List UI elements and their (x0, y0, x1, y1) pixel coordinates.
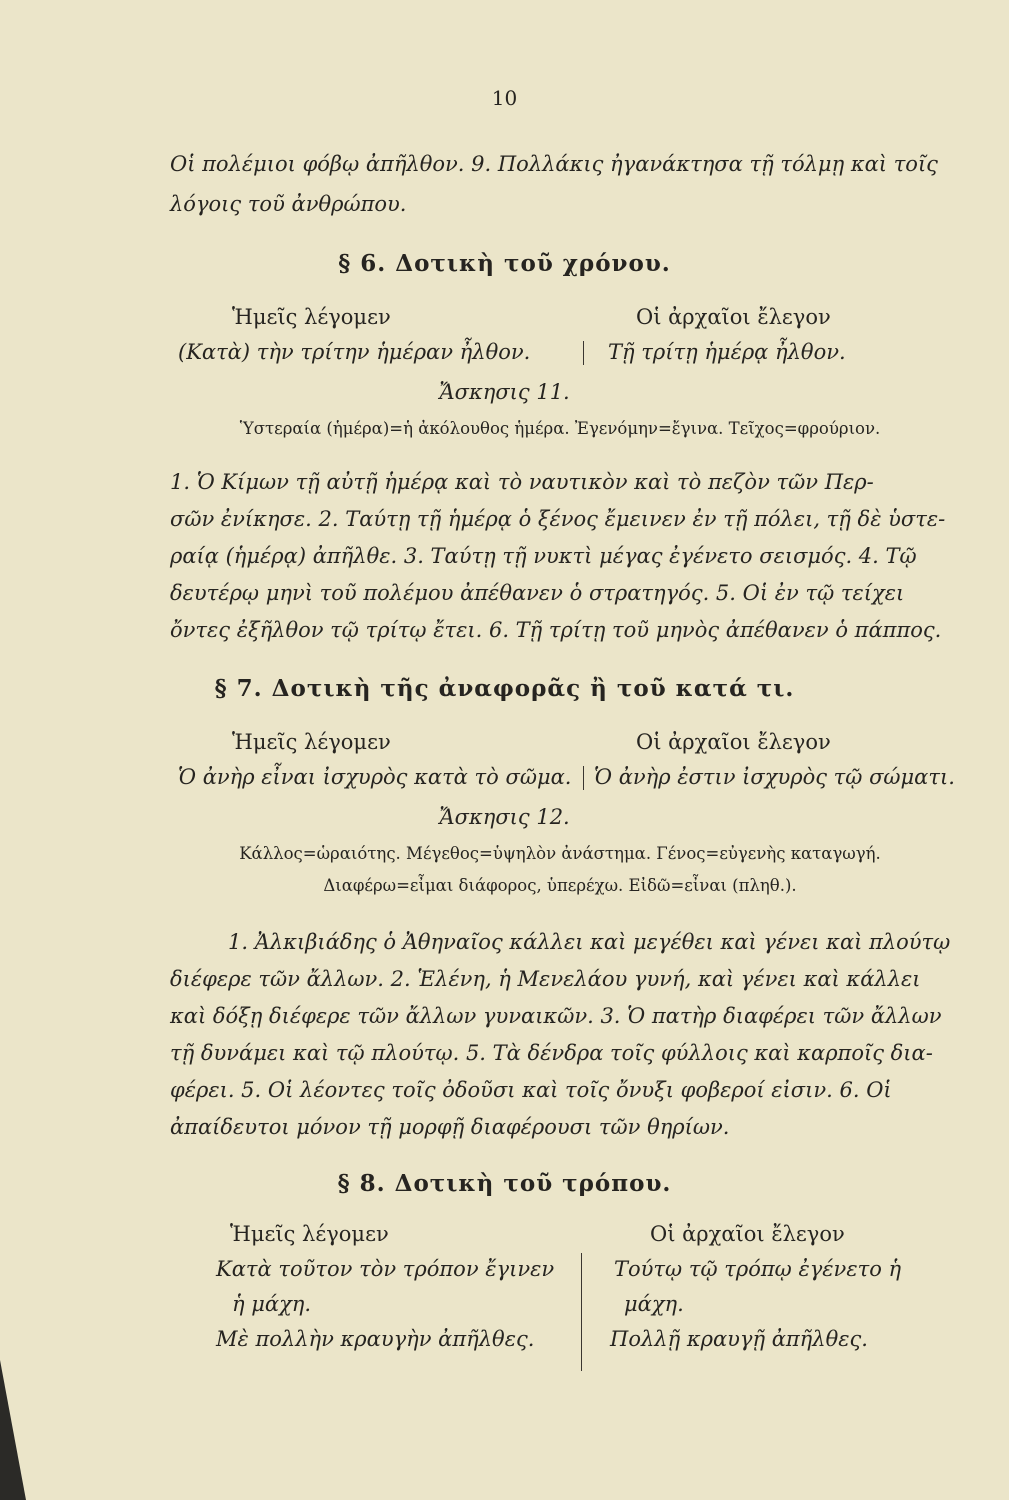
exercise-line: φέρει. 5. Οἱ λέοντες τοῖς ὀδοῦσι καὶ τοῖς ὄνυξι φοβεροί εἰσιν. 6. Οἱ (170, 1078, 892, 1102)
modern-header: Ἡμεῖς λέγομεν (232, 305, 391, 329)
exercise-line: δευτέρῳ μηνὶ τοῦ πολέμου ἀπέθανεν ὁ στρατηγός. 5. Οἱ ἐν τῷ τείχει (170, 581, 905, 605)
ancient-header: Οἱ ἀρχαῖοι ἔλεγον (636, 730, 831, 754)
modern-header: Ἡμεῖς λέγομεν (232, 730, 391, 754)
exercise-line: διέφερε τῶν ἄλλων. 2. Ἑλένη, ἡ Μενελάου γυνή, καὶ γένει καὶ κάλλει (170, 967, 921, 991)
modern-line: Μὲ πολλὴν κραυγὴν ἀπῆλθες. (216, 1327, 535, 1351)
ancient-header: Οἱ ἀρχαῖοι ἔλεγον (650, 1222, 845, 1246)
exercise-12-title: Ἄσκησις 12. (439, 805, 570, 829)
exercise-line: ἀπαίδευτοι μόνον τῇ μορφῇ διαφέρουσι τῶν θηρίων. (170, 1115, 730, 1139)
glossary: Διαφέρω=εἶμαι διάφορος, ὑπερέχω. Εἰδῶ=εἶναι (πληθ.). (323, 876, 797, 895)
exercise-line: ραίᾳ (ἡμέρᾳ) ἀπῆλθε. 3. Ταύτῃ τῇ νυκτὶ μέγας ἐγένετο σεισμός. 4. Τῷ (170, 544, 917, 568)
intro-line: Οἱ πολέμιοι φόβῳ ἀπῆλθον. 9. Πολλάκις ἠγανάκτησα τῇ τόλμῃ καὶ τοῖς (170, 152, 938, 176)
section-8-heading: § 8. Δοτικὴ τοῦ τρόπου. (337, 1170, 672, 1197)
exercise-11-title: Ἄσκησις 11. (439, 380, 570, 404)
page-number: 10 (491, 86, 518, 110)
glossary: Ὑστεραία (ἡμέρα)=ἡ ἀκόλουθος ἡμέρα. Ἐγενόμην=ἔγινα. Τεῖχος=φρούριον. (239, 419, 881, 438)
modern-header: Ἡμεῖς λέγομεν (230, 1222, 389, 1246)
modern-line: Κατὰ τοῦτον τὸν τρόπον ἔγινεν (216, 1257, 555, 1281)
ancient-header: Οἱ ἀρχαῖοι ἔλεγον (636, 305, 831, 329)
exercise-line: σῶν ἐνίκησε. 2. Ταύτῃ τῇ ἡμέρᾳ ὁ ξένος ἔμεινεν ἐν τῇ πόλει, τῇ δὲ ὑστε- (170, 507, 946, 531)
exercise-line: καὶ δόξῃ διέφερε τῶν ἄλλων γυναικῶν. 3. Ὁ πατὴρ διαφέρει τῶν ἄλλων (170, 1004, 942, 1028)
ancient-line: μάχη. (624, 1292, 684, 1316)
ancient-line: Τούτῳ τῷ τρόπῳ ἐγένετο ἡ (614, 1257, 902, 1281)
glossary: Κάλλος=ὡραιότης. Μέγεθος=ὑψηλὸν ἀνάστημα. Γένος=εὐγενὴς καταγωγή. (239, 844, 881, 863)
section-7-heading: § 7. Δοτικὴ τῆς ἀναφορᾶς ἢ τοῦ κατά τι. (214, 675, 795, 702)
column-divider (581, 1253, 582, 1371)
exercise-line: 1. Ἀλκιβιάδης ὁ Ἀθηναῖος κάλλει καὶ μεγέθει καὶ γένει καὶ πλούτῳ (228, 930, 951, 954)
ancient-example: Τῇ τρίτῃ ἡμέρᾳ ἦλθον. (608, 340, 846, 364)
ancient-example: Ὁ ἀνὴρ ἐστιν ἰσχυρὸς τῷ σώματι. (594, 765, 955, 789)
exercise-line: ὄντες ἐξῆλθον τῷ τρίτῳ ἔτει. 6. Τῇ τρίτῃ τοῦ μηνὸς ἀπέθανεν ὁ πάππος. (170, 618, 942, 642)
modern-example: (Κατὰ) τὴν τρίτην ἡμέραν ἦλθον. (178, 340, 531, 364)
exercise-line: τῇ δυνάμει καὶ τῷ πλούτῳ. 5. Τὰ δένδρα τοῖς φύλλοις καὶ καρποῖς δια- (170, 1041, 933, 1065)
modern-line: ἡ μάχη. (232, 1292, 312, 1316)
page-edge-shadow (0, 1360, 26, 1500)
ancient-line: Πολλῇ κραυγῇ ἀπῆλθες. (610, 1327, 868, 1351)
intro-line: λόγοις τοῦ ἀνθρώπου. (170, 192, 407, 216)
modern-example: Ὁ ἀνὴρ εἶναι ἰσχυρὸς κατὰ τὸ σῶμα. (178, 765, 572, 789)
section-6-heading: § 6. Δοτικὴ τοῦ χρόνου. (338, 250, 671, 277)
exercise-line: 1. Ὁ Κίμων τῇ αὐτῇ ἡμέρᾳ καὶ τὸ ναυτικὸν καὶ τὸ πεζὸν τῶν Περ- (170, 470, 874, 494)
column-divider (583, 341, 584, 365)
column-divider (583, 766, 584, 790)
